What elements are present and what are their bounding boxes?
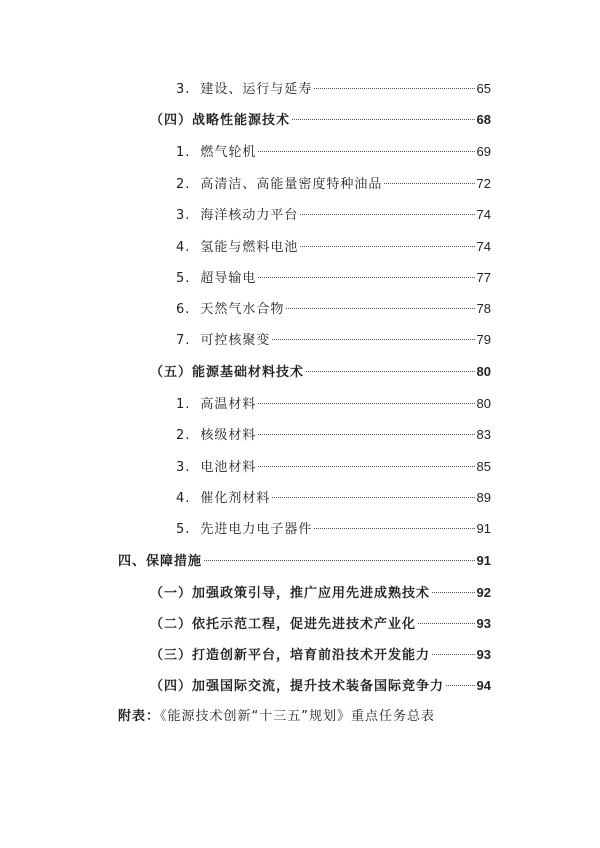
toc-entry[interactable] (176, 395, 491, 414)
toc-leader-dots (432, 654, 475, 655)
toc-entry-title: 3. 电池材料 (176, 460, 257, 475)
toc-leader-dots (258, 466, 474, 467)
toc-page-number: 74 (476, 239, 491, 254)
toc-entry-title: 5. 超导输电 (176, 271, 257, 286)
toc-entry[interactable] (176, 206, 491, 225)
toc-leader-dots (272, 497, 474, 498)
toc-leader-dots (446, 685, 475, 686)
toc-page-number: 89 (476, 490, 491, 505)
toc-entry-title: 4. 氢能与燃料电池 (176, 240, 299, 255)
toc-entry[interactable] (150, 615, 491, 634)
toc-page-number: 91 (476, 553, 491, 568)
toc-entry[interactable] (176, 331, 491, 350)
toc-leader-dots (204, 560, 475, 561)
toc-entry-title: 1. 高温材料 (176, 397, 257, 412)
toc-entry-title: 4. 催化剂材料 (176, 491, 271, 506)
toc-page-number: 80 (476, 396, 491, 411)
toc-entry-title: 3. 建设、运行与延寿 (176, 82, 313, 97)
toc-leader-dots (258, 403, 474, 404)
toc-leader-dots (314, 528, 474, 529)
toc-entry-title: （三）打造创新平台，培育前沿技术开发能力 (150, 648, 431, 663)
toc-entry-title: （四）战略性能源技术 (150, 113, 291, 128)
toc-entry[interactable] (176, 238, 491, 257)
toc-leader-dots (258, 277, 474, 278)
toc-page-number: 80 (476, 364, 491, 379)
toc-page-number: 94 (476, 678, 491, 693)
toc-leader-dots (286, 308, 474, 309)
toc-entry[interactable] (176, 520, 491, 539)
toc-leader-dots (292, 119, 475, 120)
toc-page-number: 79 (476, 332, 491, 347)
toc-page-number: 72 (476, 176, 491, 191)
toc-entry-title: 2. 核级材料 (176, 428, 257, 443)
toc-page-number: 69 (476, 144, 491, 159)
toc-leader-dots (300, 246, 474, 247)
toc-entry[interactable] (176, 80, 491, 99)
toc-entry[interactable] (176, 489, 491, 508)
toc-entry-title: 1. 燃气轮机 (176, 145, 257, 160)
toc-leader-dots (300, 214, 474, 215)
appendix-line[interactable] (118, 708, 435, 726)
toc-entry[interactable] (150, 363, 491, 382)
toc-entry-title: 四、保障措施 (118, 554, 203, 569)
toc-leader-dots (258, 151, 474, 152)
toc-leader-dots (258, 434, 474, 435)
toc-entry[interactable] (150, 646, 491, 665)
toc-entry-title: （二）依托示范工程，促进先进技术产业化 (150, 617, 417, 632)
toc-entry[interactable] (176, 426, 491, 445)
toc-entry[interactable] (150, 677, 491, 696)
toc-entry-title: 3. 海洋核动力平台 (176, 208, 299, 223)
toc-page-number: 77 (476, 270, 491, 285)
toc-entry[interactable] (176, 269, 491, 288)
toc-entry[interactable] (176, 300, 491, 319)
appendix-prefix: 附表： (118, 709, 161, 724)
toc-page-number: 83 (476, 427, 491, 442)
toc-entry-title: （五）能源基础材料技术 (150, 365, 305, 380)
toc-leader-dots (314, 88, 474, 89)
toc-entry-title: 6. 天然气水合物 (176, 302, 285, 317)
toc-entry-title: 5. 先进电力电子器件 (176, 522, 313, 537)
toc-leader-dots (384, 183, 474, 184)
toc-entry[interactable] (150, 111, 491, 130)
toc-page-number: 92 (476, 585, 491, 600)
toc-entry-title: （四）加强国际交流，提升技术装备国际竞争力 (150, 679, 445, 694)
toc-page-number: 78 (476, 301, 491, 316)
toc-entry[interactable] (176, 143, 491, 162)
toc-page-number: 91 (476, 521, 491, 536)
appendix-title: 《能源技术创新“十三五”规划》重点任务总表 (160, 709, 435, 724)
toc-leader-dots (306, 371, 475, 372)
toc-entry-title: 2. 高清洁、高能量密度特种油品 (176, 177, 383, 192)
toc-page-number: 74 (476, 207, 491, 222)
toc-page-number: 93 (476, 616, 491, 631)
toc-page-number: 93 (476, 647, 491, 662)
toc-leader-dots (432, 592, 475, 593)
toc-entry-title: （一）加强政策引导，推广应用先进成熟技术 (150, 586, 431, 601)
toc-page-number: 68 (476, 112, 491, 127)
toc-leader-dots (418, 623, 475, 624)
toc-entry[interactable] (176, 458, 491, 477)
toc-leader-dots (272, 339, 474, 340)
toc-page-number: 85 (476, 459, 491, 474)
toc-entry[interactable] (118, 552, 491, 571)
toc-entry[interactable] (176, 175, 491, 194)
toc-entry-title: 7. 可控核聚变 (176, 333, 271, 348)
toc-page-number: 65 (476, 81, 491, 96)
toc-entry[interactable] (150, 584, 491, 603)
